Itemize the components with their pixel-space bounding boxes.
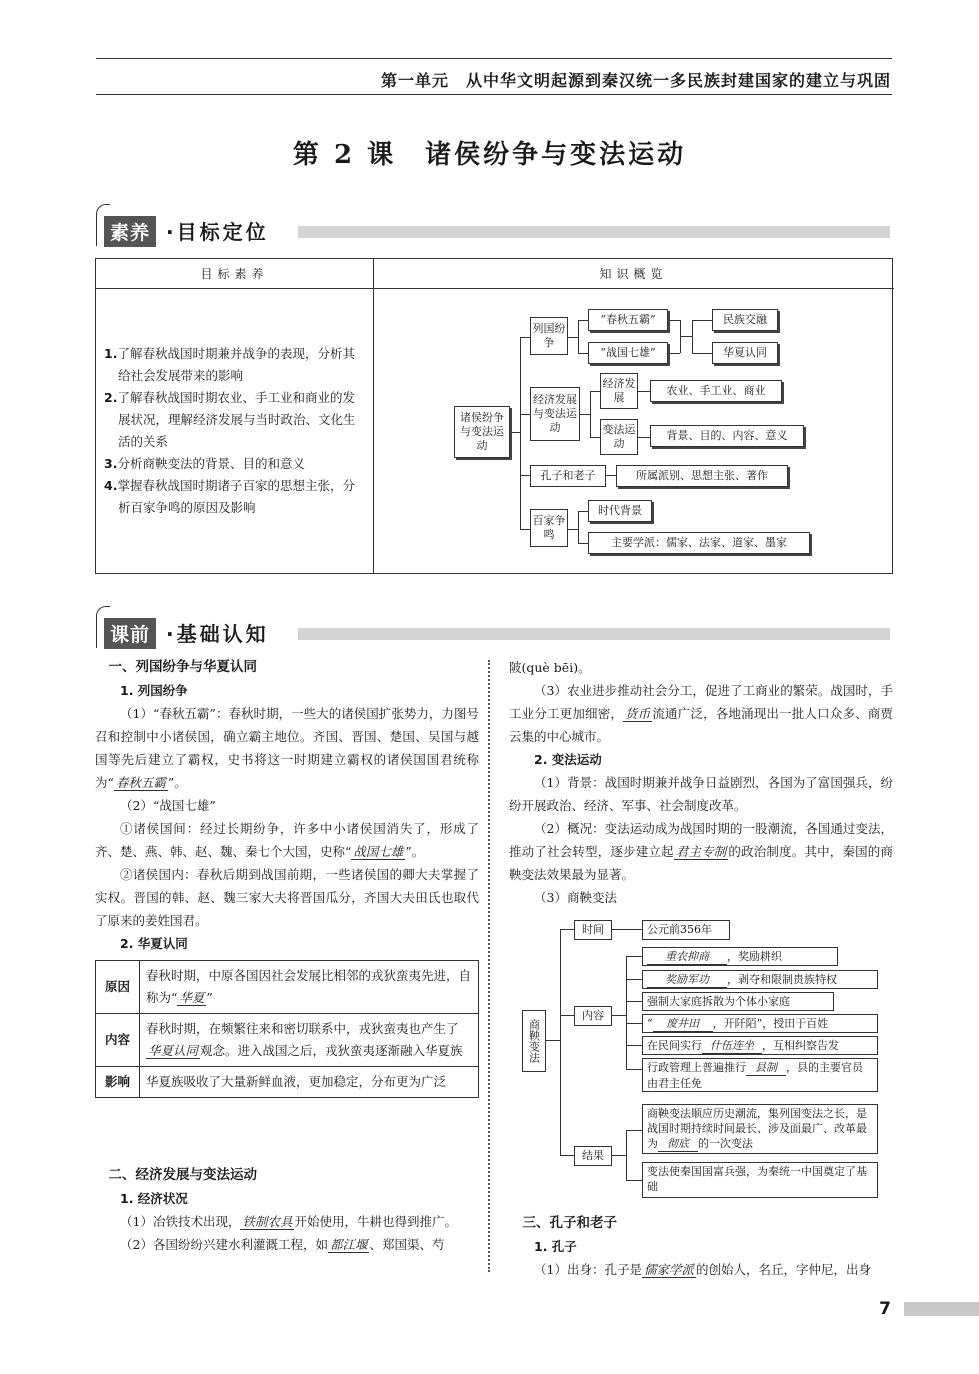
subheading-1-2: 2. 华夏认同	[120, 936, 188, 951]
mindmap-node-b2: 经济发展与变法运动	[530, 387, 580, 441]
connector	[520, 529, 530, 530]
paragraph: ②诸侯国内：春秋后期到战国前期，一些诸侯国的卿大夫掌握了实权。晋国的韩、赵、魏三家大夫将晋国瓜分，齐国大夫田氏也取代了原来的姜姓国君。	[95, 867, 479, 928]
connector	[560, 1155, 574, 1156]
connector	[578, 543, 588, 544]
sy-content: 内容	[574, 1006, 612, 1026]
header-rule-bottom	[96, 94, 892, 95]
connector	[626, 1001, 642, 1002]
mindmap-root: 诸侯纷争与变法运动	[454, 406, 510, 458]
connector	[560, 1015, 574, 1016]
sy-content-item: 在民间实行 什伍连坐 ，互相纠察告发	[642, 1036, 878, 1055]
table-header-goals: 目标素养	[96, 259, 373, 289]
mindmap-node-b3a: 所属派别、思想主张、著作	[616, 465, 788, 487]
mindmap-node-b4: 百家争鸣	[530, 509, 568, 547]
connector	[670, 353, 680, 354]
table-row	[96, 961, 479, 1014]
connector	[612, 1155, 626, 1156]
heading-2: 二、经济发展与变法运动	[108, 1167, 257, 1183]
column-divider	[488, 660, 490, 1272]
row-key: 原因	[96, 961, 140, 1014]
sy-result: 结果	[574, 1146, 612, 1166]
page-number: 7	[879, 1299, 891, 1319]
answer-underline: 华夏	[179, 990, 205, 1005]
mindmap-node-b1r1: 民族交融	[712, 309, 778, 331]
answer-underline: 君主专制	[675, 844, 727, 859]
mindmap-node-b2b: 变法运动	[600, 419, 638, 455]
lesson-title: 第 2 课 诸侯纷争与变法运动	[292, 140, 687, 170]
goal-item: 2.了解春秋战国时期农业、手工业和商业的发展状况，理解经济发展与当时政治、文化生活的关系	[104, 390, 356, 449]
connector	[626, 1130, 642, 1131]
connector	[626, 1045, 642, 1046]
huaxia-table	[95, 960, 479, 1098]
connector	[606, 475, 616, 476]
connector	[612, 1015, 626, 1016]
row-value: 春秋时期，在频繁往来和密切联系中，戎狄蛮夷也产生了华夏认同 观念。进入战国之后，戎狄蛮夷逐渐融入华夏族	[140, 1014, 479, 1067]
answer-underline: 都江堰	[329, 1237, 368, 1252]
row-key: 影响	[96, 1067, 140, 1098]
mindmap-node-b1r2: 华夏认同	[712, 342, 778, 364]
paragraph: ①诸侯国间：经过长期纷争，许多中小诸侯国消失了，形成了齐、楚、燕、韩、赵、魏、秦七个大国，史称“ 战国七雄 ”。	[95, 821, 479, 859]
connector	[612, 929, 642, 930]
connector	[578, 511, 579, 543]
shangyang-diagram	[520, 912, 892, 1202]
paragraph: （2）各国纷纷兴建水利灌溉工程，如 都江堰 、郑国渠、芍	[120, 1237, 445, 1252]
sy-time: 时间	[574, 920, 612, 940]
section-subtitle: ·目标定位	[166, 220, 269, 244]
sy-result-item: 商鞅变法顺应历史潮流，集列国变法之长，是战国时期持续时间最长、涉及面最广、改革最为 彻底 的一次变法	[642, 1104, 878, 1154]
mindmap-node-b1b: “战国七雄”	[588, 342, 668, 364]
row-value: 春秋时期，中原各国因社会发展比相邻的戎狄蛮夷先进，自称为“ 华夏 ”	[140, 961, 479, 1014]
connector	[626, 956, 627, 1069]
connector	[590, 437, 600, 438]
header-rule-top	[96, 58, 892, 59]
connector	[560, 929, 574, 930]
subheading-3-1: 1. 孔子	[534, 1239, 577, 1254]
section-subtitle: ·基础认知	[166, 622, 269, 646]
answer-underline: 货币	[625, 706, 651, 721]
paragraph: （3）农业进步推动社会分工，促进了工商业的繁荣。战国时，手工业分工更加细密， 货币 流通广泛，各地涌现出一批人口众多、商贾云集的中心城市。	[509, 683, 893, 744]
connector	[520, 337, 530, 338]
answer-underline: 儒家学派	[643, 1262, 694, 1277]
connector	[568, 337, 578, 338]
connector	[670, 320, 680, 321]
sy-content-item: 强制大家庭拆散为个体小家庭	[642, 992, 834, 1011]
paragraph: （2）概况：变法运动成为战国时期的一股潮流，各国通过变法，推动了社会转型，逐步建立起 君主专制 的政治制度。其中，秦国的商鞅变法效果最为显著。	[509, 821, 893, 882]
goal-item: 4.掌握春秋战国时期诸子百家的思想主张，分析百家争鸣的原因及影响	[104, 478, 355, 515]
mindmap-node-b2b1: 背景、目的、内容、意义	[650, 425, 804, 447]
mindmap-node-b4a: 时代背景	[588, 500, 652, 522]
answer-underline: 战国七雄	[353, 844, 404, 859]
connector	[638, 437, 650, 438]
connector	[626, 956, 642, 957]
paragraph: （3）商鞅变法	[534, 890, 617, 905]
paragraph-continued: 陂(què bēi)。	[509, 660, 591, 675]
section-bar	[298, 226, 890, 238]
goal-item: 1.了解春秋战国时期兼并战争的表现，分析其给社会发展带来的影响	[104, 346, 355, 383]
connector	[568, 529, 578, 530]
table-row	[96, 1014, 479, 1067]
mindmap-node-b2a1: 农业、手工业、商业	[650, 380, 782, 402]
paragraph: （1）“春秋五霸”：春秋时期，一些大的诸侯国扩张势力，力图号召和控制中小诸侯国，确立霸主地位。齐国、晋国、楚国、吴国与越国等先后建立了霸权，史书将这一时期建立霸权的诸侯国国君统称为“ 春秋五霸 ”。	[95, 706, 479, 790]
heading-3: 三、孔子和老子	[522, 1215, 617, 1231]
paragraph: （1）冶铁技术出现， 铁制农具 开始使用，牛耕也得到推广。	[120, 1214, 457, 1229]
mindmap-node-b2a: 经济发展	[600, 373, 638, 409]
table-header-overview: 知识概览	[373, 259, 894, 289]
connector	[578, 511, 588, 512]
connector	[638, 391, 650, 392]
connector	[578, 320, 588, 321]
sy-content-item: 行政管理上普遍推行 县制 ，县的主要官员由君主任免	[642, 1058, 878, 1092]
connector	[560, 929, 561, 1155]
connector	[626, 1180, 642, 1181]
subheading-1-1: 1. 列国纷争	[120, 683, 188, 698]
mindmap-node-b4b: 主要学派：儒家、法家、道家、墨家	[588, 532, 810, 554]
goals-table	[95, 258, 893, 574]
sy-root: 商鞅变法	[522, 1010, 546, 1072]
left-column	[95, 656, 479, 955]
right-column	[509, 656, 893, 909]
goal-list	[104, 343, 366, 519]
mindmap-node-b1a: “春秋五霸”	[588, 309, 668, 331]
left-column-lower	[95, 1164, 479, 1256]
sy-result-item: 变法使秦国国富兵强，为秦统一中国奠定了基础	[642, 1162, 878, 1198]
mindmap-node-b1: 列国纷争	[530, 317, 568, 355]
heading-1: 一、列国纷争与华夏认同	[108, 659, 257, 675]
answer-underline: 华夏认同	[148, 1043, 199, 1058]
answer-underline: 铁制农具	[242, 1214, 293, 1229]
section-heading-basics	[96, 612, 892, 652]
paragraph: （2）“战国七雄”	[120, 798, 216, 813]
subheading-2-1: 1. 经济状况	[120, 1191, 188, 1206]
section-tag: 课前	[104, 618, 156, 649]
table-row	[96, 1067, 479, 1098]
connector	[520, 475, 530, 476]
sy-content-item: 奖励军功 ，剥夺和限制贵族特权	[642, 970, 878, 989]
mindmap-node-b3: 孔子和老子	[530, 465, 606, 487]
connector	[590, 391, 591, 437]
connector	[626, 979, 642, 980]
sy-time-value: 公元前356年	[642, 920, 730, 940]
connector	[680, 336, 692, 337]
row-key: 内容	[96, 1014, 140, 1067]
connector	[692, 320, 693, 353]
connector	[626, 1130, 627, 1180]
connector	[512, 432, 520, 433]
unit-title: 第一单元 从中华文明起源到秦汉统一多民族封建国家的建立与巩固	[380, 71, 891, 90]
subheading-2-2: 2. 变法运动	[534, 752, 602, 767]
connector	[520, 414, 530, 415]
section-tag: 素养	[104, 216, 156, 247]
connector	[578, 353, 588, 354]
sy-content-item: 重农抑商 ，奖励耕织	[642, 947, 838, 966]
connector	[546, 1040, 560, 1041]
right-column-lower	[509, 1212, 893, 1281]
connector	[692, 353, 712, 354]
connector	[626, 1023, 642, 1024]
connector	[692, 320, 712, 321]
page-number-bar	[904, 1302, 979, 1316]
connector	[590, 391, 600, 392]
connector	[520, 337, 521, 529]
connector	[578, 320, 579, 353]
goal-item: 3.分析商鞅变法的背景、目的和意义	[104, 456, 305, 471]
section-bar	[298, 628, 890, 640]
answer-underline: 春秋五霸	[115, 775, 166, 790]
row-value: 华夏族吸收了大量新鲜血液，更加稳定，分布更为广泛	[140, 1067, 479, 1098]
section-heading-goals	[96, 210, 892, 250]
connector	[626, 1069, 642, 1070]
connector	[580, 414, 590, 415]
paragraph: （1）背景：战国时期兼并战争日益剧烈，各国为了富国强兵，纷纷开展政治、经济、军事、社会制度改革。	[509, 775, 893, 813]
sy-content-item: “ 废井田 ，开阡陌”，授田于百姓	[642, 1014, 878, 1033]
paragraph: （1）出身：孔子是 儒家学派 的创始人，名丘，字仲尼，出身	[534, 1262, 871, 1277]
table-divider	[373, 259, 374, 573]
